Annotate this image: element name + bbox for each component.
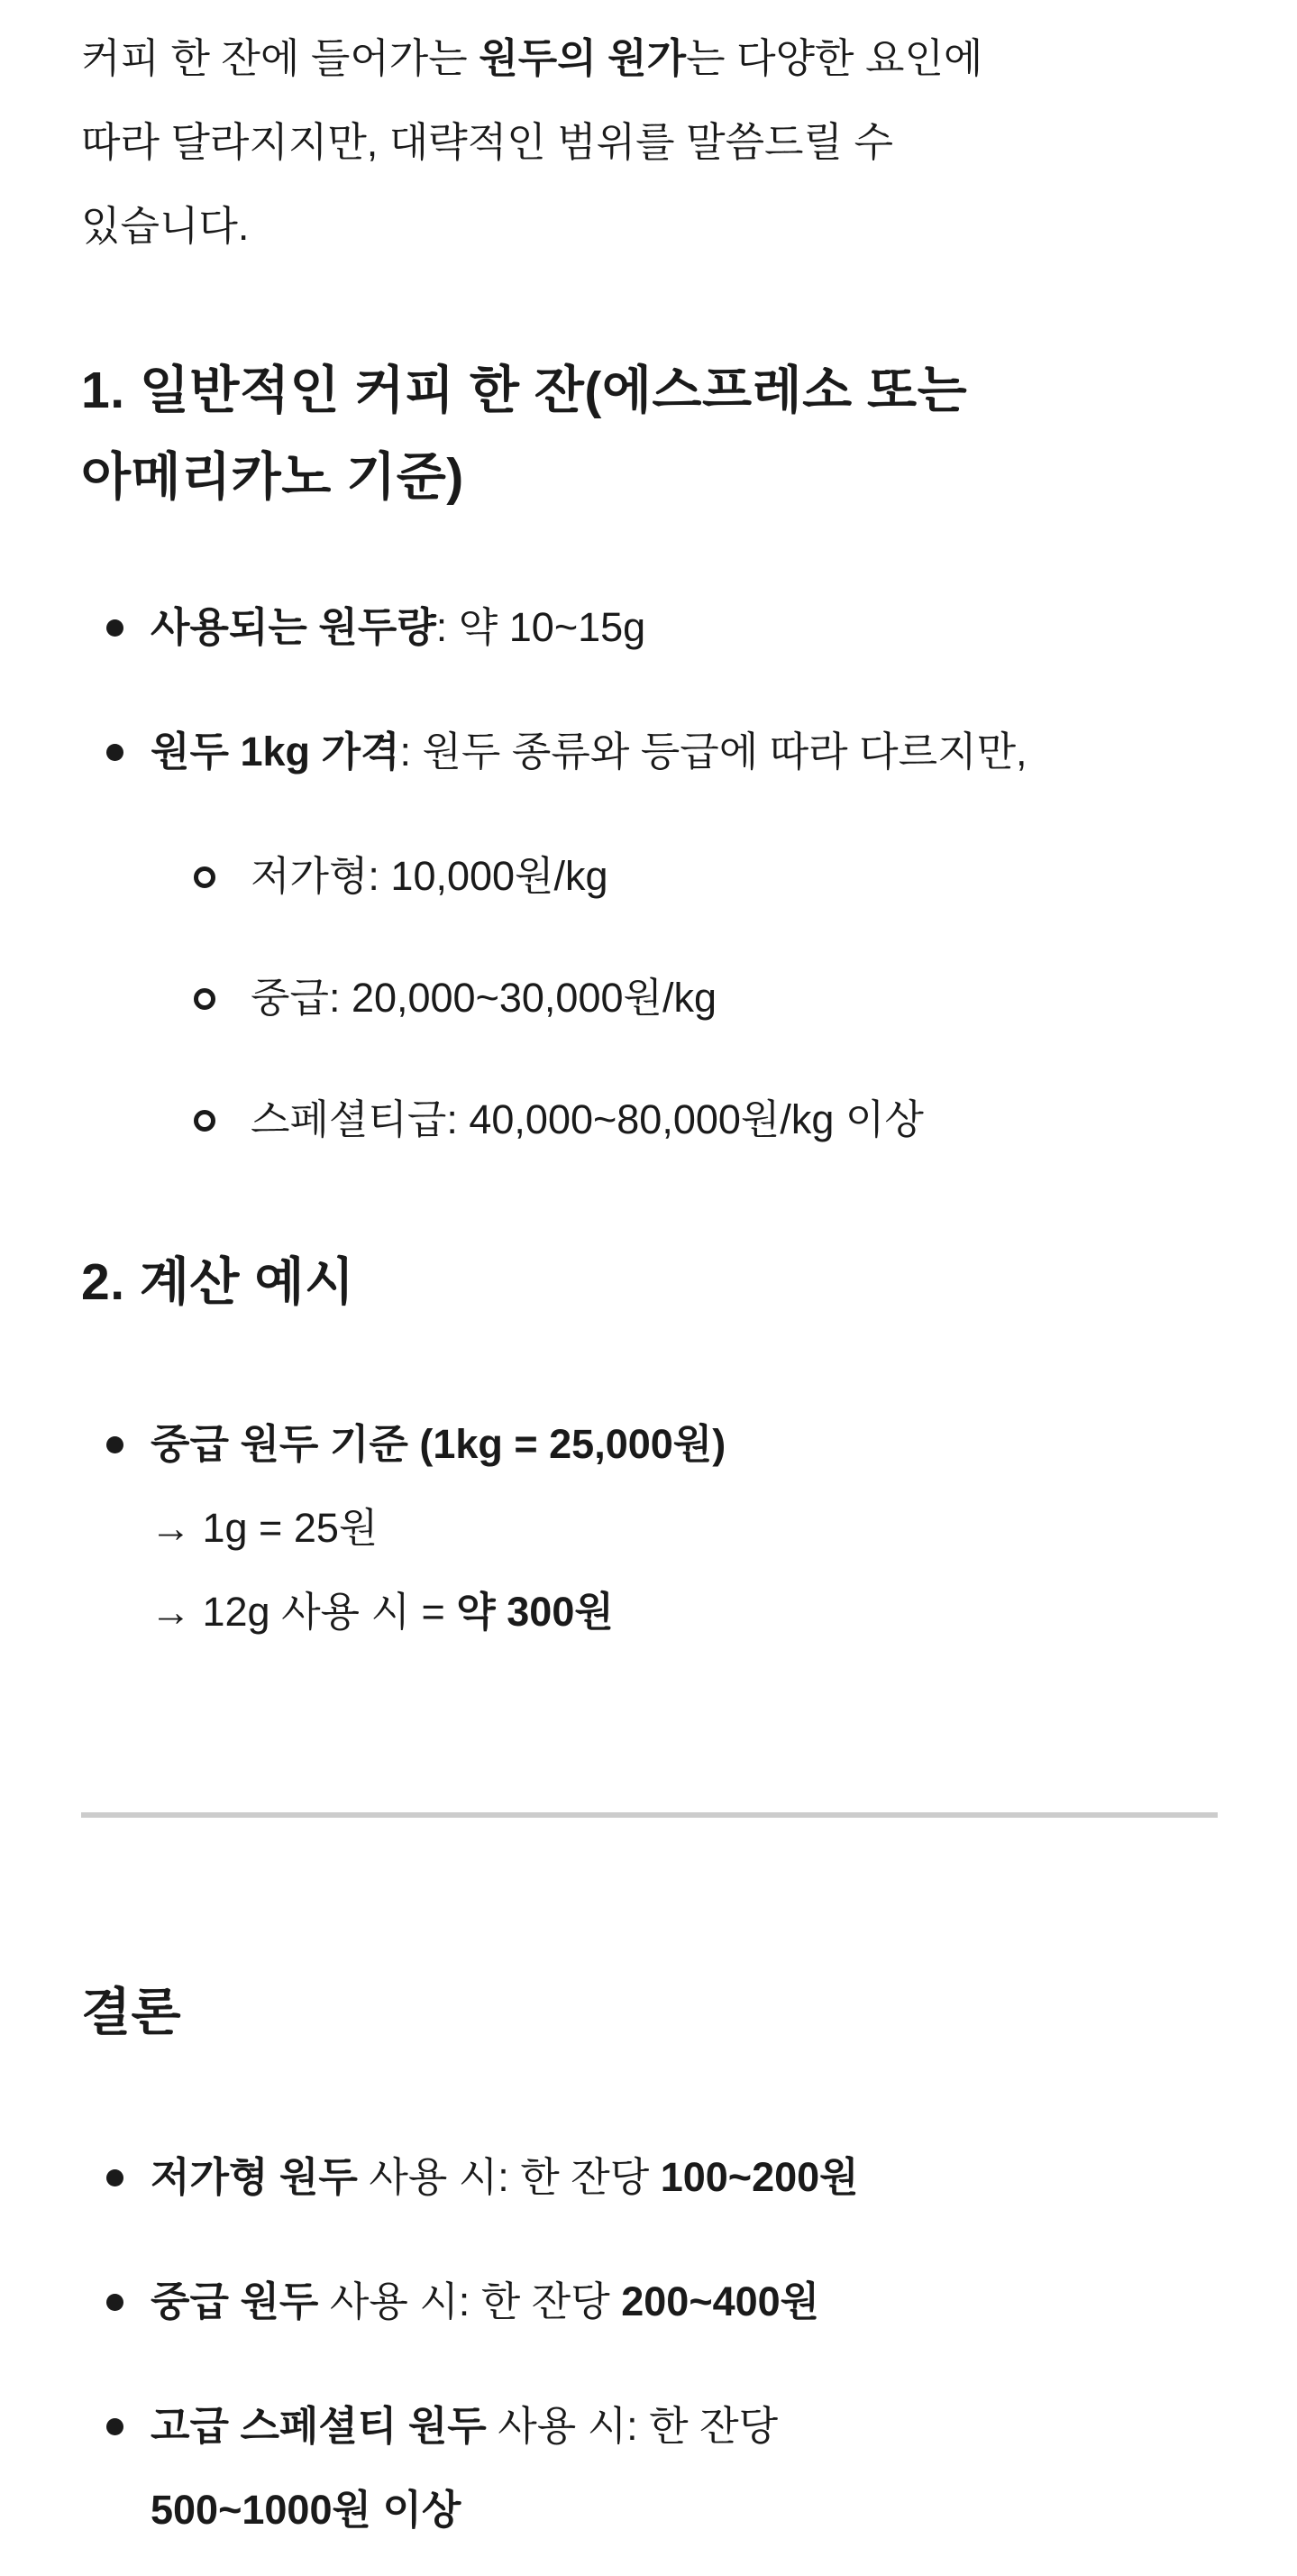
text-line: 중급: 20,000~30,000원/kg (251, 975, 717, 1021)
bullet-dot-icon (106, 2169, 123, 2186)
list-item-text (251, 834, 1218, 918)
section-1-heading (81, 347, 1218, 520)
list-item-text (251, 1077, 1218, 1161)
sub-list-item-midgrade (151, 956, 1218, 1040)
intro-paragraph (81, 16, 1218, 268)
text-line: 스페셜티급: 40,000~80,000원/kg 이상 (251, 1096, 924, 1142)
text-line: 저가형 원두 사용 시: 한 잔당 100~200원 (151, 2154, 859, 2200)
section-divider (81, 1812, 1218, 1818)
section-1-heading-line-1: 1. 일반적인 커피 한 잔(에스프레소 또는 (81, 362, 968, 419)
section-2-bullet-list (81, 1402, 1218, 1654)
text-line: 사용되는 원두량: 약 10~15g (151, 604, 646, 650)
list-item-text (151, 585, 1218, 669)
bullet-circle-icon (194, 1110, 215, 1132)
conclusion-heading: 결론 (81, 1984, 182, 2041)
text-line: 500~1000원 이상 (151, 2487, 461, 2533)
list-item-bean-price (81, 710, 1218, 1161)
calc-arrow-line-2: → 12g 사용 시 = 약 300원 (151, 1589, 614, 1635)
bullet-dot-icon (106, 2294, 123, 2311)
list-item-text (151, 2260, 1218, 2343)
list-item-text (151, 1402, 1218, 1654)
price-tier-sub-list (151, 834, 1218, 1161)
intro-line-3: 있습니다. (81, 203, 250, 249)
section-2-heading: 2. 계산 예시 (81, 1253, 355, 1311)
list-item-text (151, 710, 1218, 1161)
calc-arrow-line-1: → 1g = 25원 (151, 1505, 379, 1551)
bullet-dot-icon (106, 744, 123, 761)
list-item-bean-amount (81, 585, 1218, 669)
bullet-dot-icon (106, 2418, 123, 2435)
list-item-midgrade-cost (81, 2260, 1218, 2343)
list-item-text (151, 2135, 1218, 2219)
conclusion-bullet-list (81, 2135, 1218, 2552)
sub-list-item-budget (151, 834, 1218, 918)
text-line: 중급 원두 사용 시: 한 잔당 200~400원 (151, 2278, 820, 2324)
bullet-circle-icon (194, 866, 215, 888)
intro-line-2: 따라 달라지지만, 대략적인 범위를 말씀드릴 수 (81, 119, 893, 165)
list-item-text (251, 956, 1218, 1040)
list-item-specialty-cost (81, 2384, 1218, 2552)
section-1-bullet-list (81, 585, 1218, 1161)
text-line: 중급 원두 기준 (1kg = 25,000원) (151, 1421, 726, 1467)
text-line: 고급 스페셜티 원두 사용 시: 한 잔당 (151, 2403, 779, 2449)
text-line: 저가형: 10,000원/kg (251, 853, 608, 899)
list-item-text (151, 2384, 1218, 2552)
bullet-circle-icon (194, 988, 215, 1010)
list-item-budget-cost (81, 2135, 1218, 2219)
text-line: 원두 1kg 가격: 원두 종류와 등급에 따라 다르지만, (151, 729, 1028, 775)
bullet-dot-icon (106, 619, 123, 637)
list-item-calculation (81, 1402, 1218, 1654)
bullet-dot-icon (106, 1436, 123, 1453)
sub-list-item-specialty (151, 1077, 1218, 1161)
intro-line-1: 커피 한 잔에 들어가는 원두의 원가는 다양한 요인에 (81, 35, 983, 81)
section-1-heading-line-2: 아메리카노 기준) (81, 448, 464, 506)
